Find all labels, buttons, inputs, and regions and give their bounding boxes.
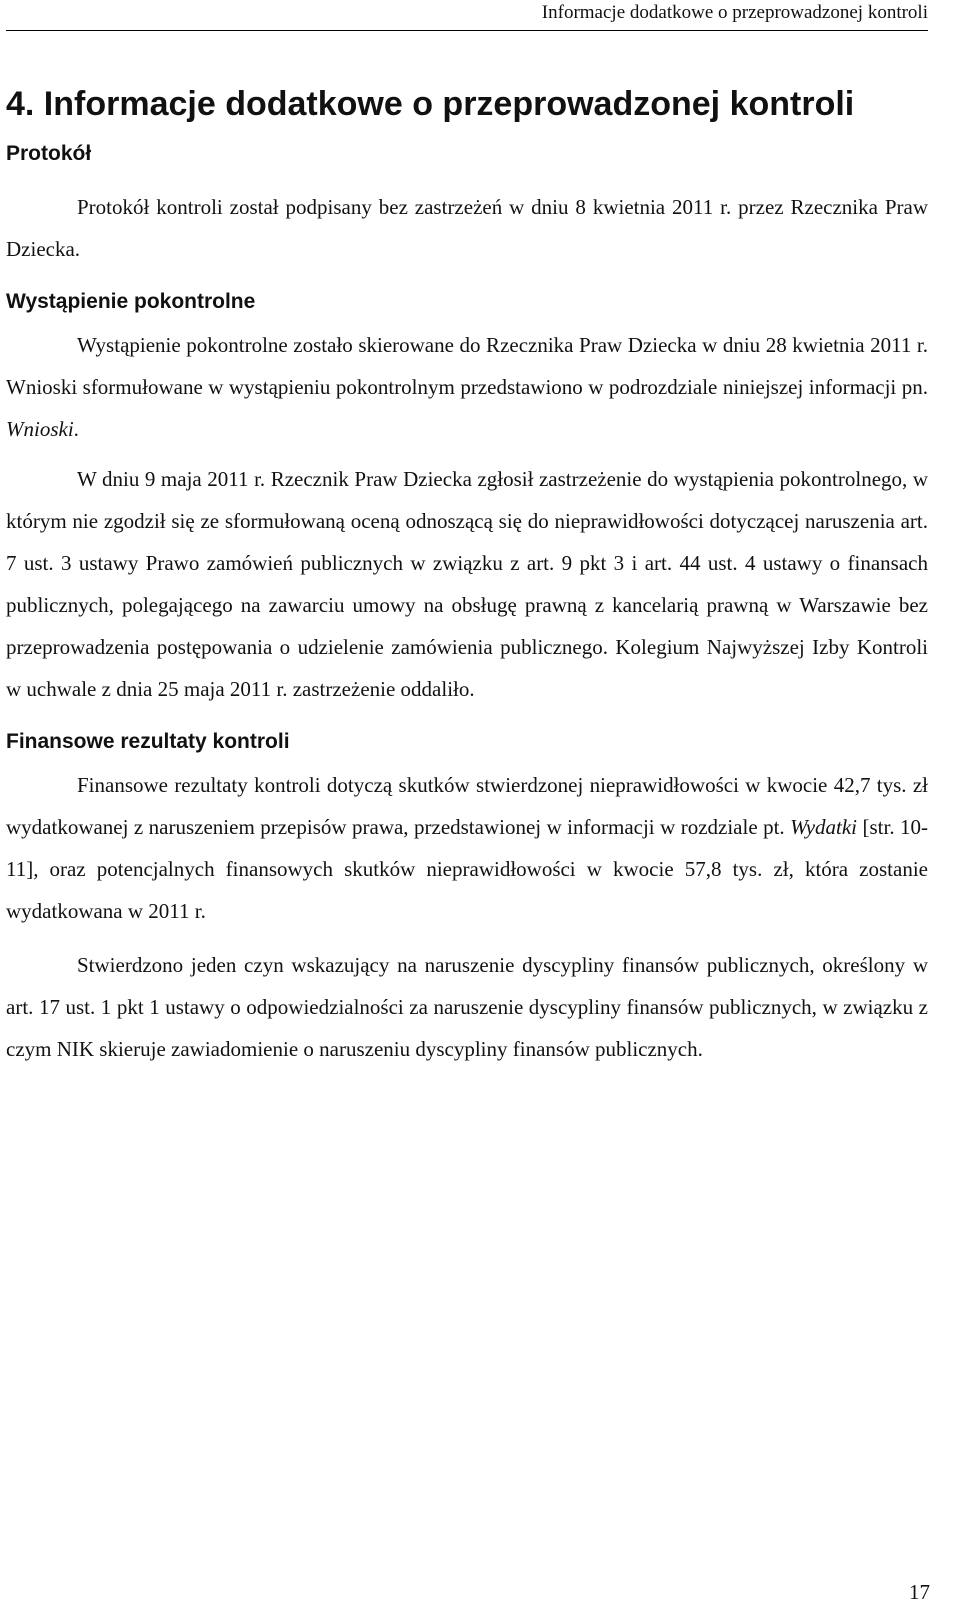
page-title: 4. Informacje dodatkowe o przeprowadzonej kontroli bbox=[6, 85, 855, 123]
page-number: 17 bbox=[909, 1580, 930, 1604]
emphasis-wydatki: Wydatki bbox=[790, 815, 858, 839]
running-header: Informacje dodatkowe o przeprowadzonej kontroli bbox=[541, 2, 928, 23]
section-heading-wystapienie: Wystąpienie pokontrolne bbox=[6, 290, 256, 313]
paragraph-finansowe-1: Finansowe rezultaty kontroli dotyczą skutków stwierdzonej nieprawidłowości w kwocie 42,7 tys. zł wydatkowanej z naruszeniem przepisów prawa, przedstawionej w informacji w rozdziale pt. Wydatki [str. 10-11], oraz potencjalnych finansowych skutków nieprawidłowości w kwocie 57,8 tys. zł, która zostanie wydatkowana w 2011 r. bbox=[6, 773, 929, 923]
page-content bbox=[6, 82, 928, 1070]
paragraph-protokol: Protokół kontroli został podpisany bez zastrzeżeń w dniu 8 kwietnia 2011 r. przez Rzecznika Praw Dziecka. bbox=[6, 195, 928, 261]
header-rule bbox=[6, 30, 928, 31]
emphasis-wnioski: Wnioski bbox=[6, 417, 74, 441]
section-heading-finansowe: Finansowe rezultaty kontroli bbox=[6, 730, 290, 753]
paragraph-finansowe-2: Stwierdzono jeden czyn wskazujący na naruszenie dyscypliny finansów publicznych, określony w art. 17 ust. 1 pkt 1 ustawy o odpowiedzialności za naruszenie dyscypliny finansów publicznych, w związku z czym NIK skieruje zawiadomienie o naruszeniu dyscypliny finansów publicznych. bbox=[6, 953, 928, 1061]
paragraph-wystapienie-1: Wystąpienie pokontrolne zostało skierowane do Rzecznika Praw Dziecka w dniu 28 kwietnia 2011 r. Wnioski sformułowane w wystąpieniu pokontrolnym przedstawiono w podrozdziale niniejszej informacji pn. Wnioski. bbox=[6, 333, 928, 441]
paragraph-wystapienie-2: W dniu 9 maja 2011 r. Rzecznik Praw Dziecka zgłosił zastrzeżenie do wystąpienia pokontrolnego, w którym nie zgodził się ze sformułowaną oceną odnoszącą się do nieprawidłowości dotyczącej naruszenia art. 7 ust. 3 ustawy Prawo zamówień publicznych w związku z art. 9 pkt 3 i art. 44 ust. 4 ustawy o finansach publicznych, polegającego na zawarciu umowy na obsługę prawną z kancelarią prawną w Warszawie bez przeprowadzenia postępowania o udzielenie zamówienia publicznego. Kolegium Najwyższej Izby Kontroli w uchwale z dnia 25 maja 2011 r. zastrzeżenie oddaliło. bbox=[6, 467, 928, 701]
section-heading-protokol: Protokół bbox=[6, 142, 92, 165]
